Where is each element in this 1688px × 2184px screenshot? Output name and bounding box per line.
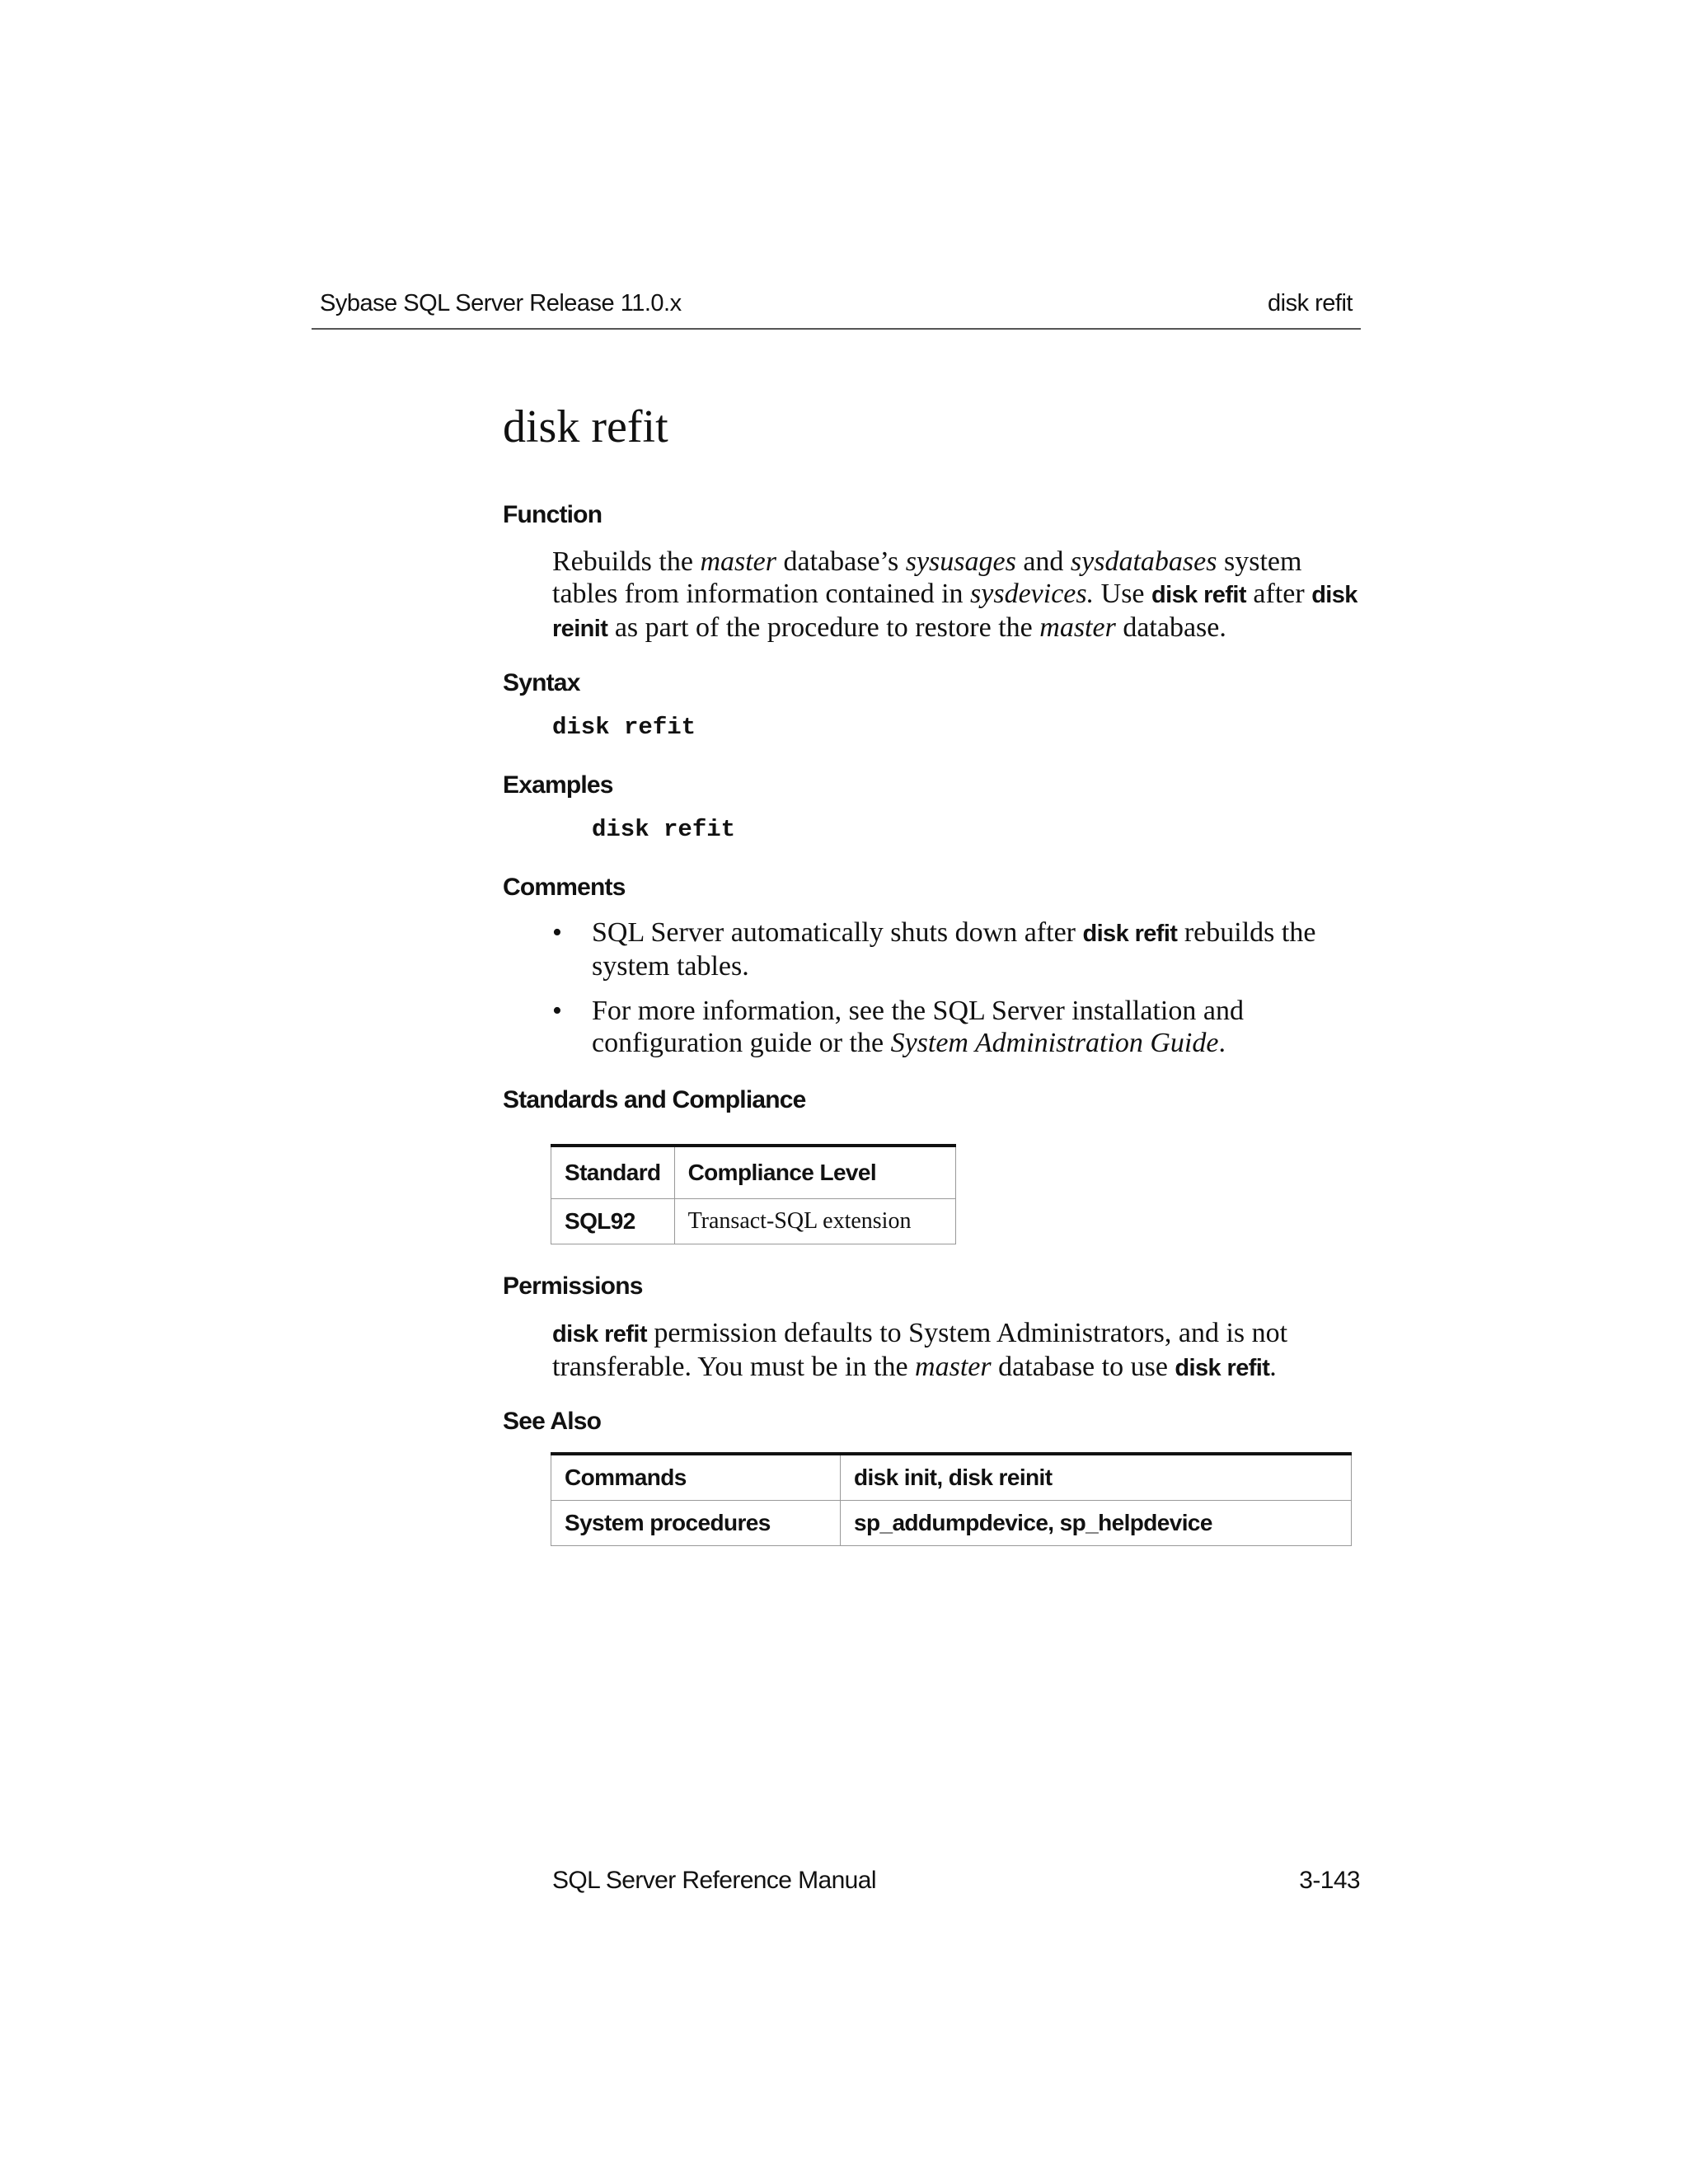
syntax-heading: Syntax	[503, 669, 580, 696]
standards-heading: Standards and Compliance	[503, 1086, 806, 1113]
permissions-heading: Permissions	[503, 1272, 643, 1300]
page-title: disk refit	[503, 401, 668, 452]
table-row	[551, 1199, 956, 1244]
examples-heading: Examples	[503, 771, 613, 799]
see-also-heading: See Also	[503, 1408, 602, 1435]
commands-value-cell: disk init, disk reinit	[841, 1454, 1352, 1501]
running-header	[312, 287, 1361, 330]
footer-page-number: 3-143	[1299, 1867, 1360, 1894]
comments-heading: Comments	[503, 874, 626, 901]
table-row	[551, 1501, 1352, 1546]
bullet-icon: •	[552, 917, 562, 948]
footer-manual-title: SQL Server Reference Manual	[552, 1867, 876, 1894]
system-procedures-label-cell: System procedures	[551, 1501, 841, 1546]
comment-item: • For more information, see the SQL Server installation and configuration guide or the System Administration Guide.	[552, 996, 1244, 1058]
comment-item: • SQL Server automatically shuts down after disk refit rebuilds the system tables.	[552, 917, 1316, 982]
comments-list	[552, 916, 1360, 1071]
commands-label-cell: Commands	[551, 1454, 841, 1501]
standards-table	[551, 1144, 956, 1244]
example-code: disk refit	[592, 816, 736, 843]
table-header-row	[551, 1146, 956, 1199]
system-procedures-value-cell: sp_addumpdevice, sp_helpdevice	[841, 1501, 1352, 1546]
standard-cell: SQL92	[551, 1199, 675, 1244]
standard-column-header: Standard	[551, 1146, 675, 1199]
header-topic: disk refit	[1268, 290, 1353, 316]
compliance-column-header: Compliance Level	[674, 1146, 955, 1199]
see-also-table	[551, 1452, 1352, 1546]
permissions-text: disk refit permission defaults to System Administrators, and is not transferable. You must be in the master database to use disk refit.	[552, 1318, 1288, 1382]
table-row	[551, 1454, 1352, 1501]
compliance-cell: Transact-SQL extension	[674, 1199, 955, 1244]
function-description: Rebuilds the master database’s sysusages and sysdatabases system tables from information contained in sysdevices. Use disk refit after disk reinit as part of the procedure to restore the master database.	[552, 546, 1357, 643]
bullet-icon: •	[552, 996, 562, 1026]
function-heading: Function	[503, 501, 603, 528]
syntax-code: disk refit	[552, 714, 696, 741]
header-manual-release: Sybase SQL Server Release 11.0.x	[320, 290, 682, 316]
